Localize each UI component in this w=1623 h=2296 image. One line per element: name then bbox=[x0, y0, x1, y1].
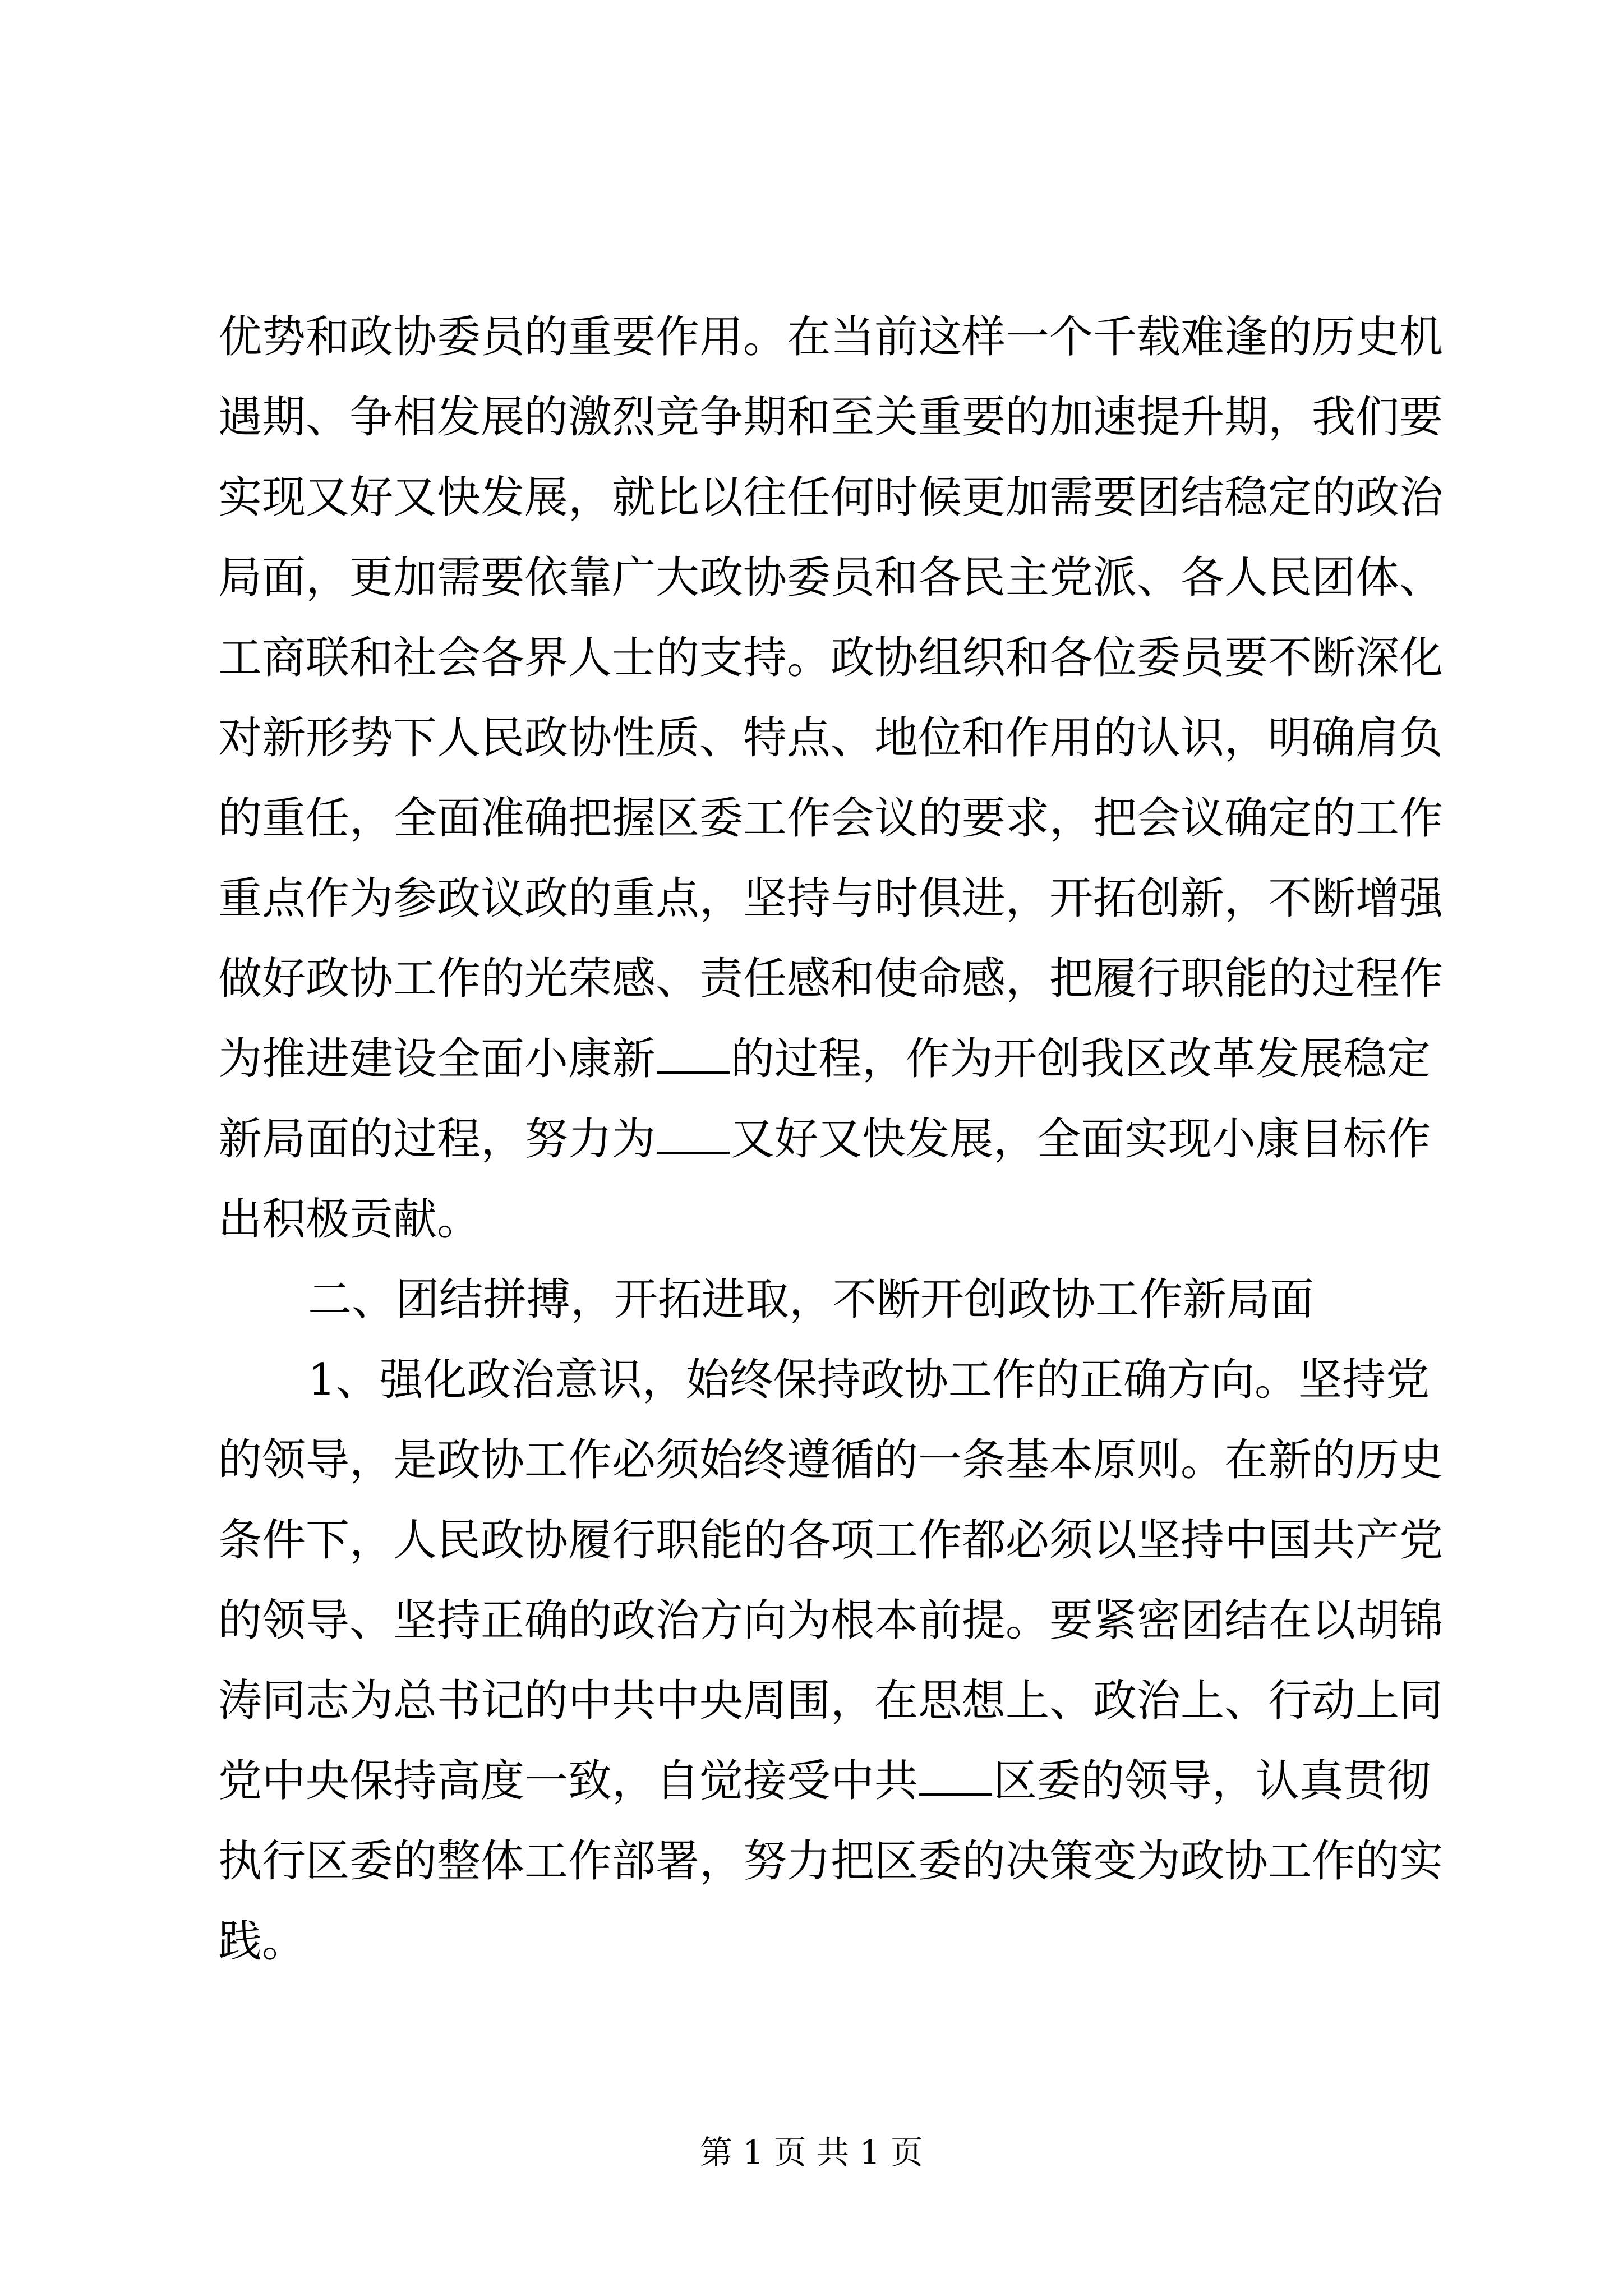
text-segment: 做好政协工作的光荣感、责任感和使命感，把履行职能的过程作 bbox=[218, 954, 1444, 1004]
text-line bbox=[218, 1501, 1444, 1581]
text-line bbox=[218, 859, 1444, 939]
text-segment: 党中央保持高度一致，自觉接受中共 bbox=[218, 1756, 919, 1806]
text-segment: 出积极贡献。 bbox=[218, 1194, 481, 1245]
text-line bbox=[218, 1581, 1444, 1661]
text-segment: 的领导，是政协工作必须始终遵循的一条基本原则。在新的历史 bbox=[218, 1435, 1444, 1485]
text-line bbox=[218, 378, 1444, 458]
text-segment: 遇期、争相发展的激烈竞争期和至关重要的加速提升期，我们要 bbox=[218, 392, 1444, 443]
fill-in-blank bbox=[657, 1115, 730, 1154]
text-segment: 为推进建设全面小康新 bbox=[218, 1034, 656, 1084]
text-line bbox=[218, 1661, 1444, 1741]
text-line bbox=[218, 1180, 1430, 1260]
text-segment: 实现又好又快发展，就比以往任何时候更加需要团结稳定的政治 bbox=[218, 472, 1444, 523]
text-segment: 涛同志为总书记的中共中央周围，在思想上、政治上、行动上同 bbox=[218, 1676, 1444, 1726]
page-footer bbox=[0, 2126, 1623, 2173]
text-segment: 区委的领导，认真贯彻 bbox=[993, 1756, 1431, 1806]
fill-in-blank bbox=[919, 1756, 992, 1796]
text-line bbox=[218, 538, 1444, 618]
text-segment: 执行区委的整体工作部署，努力把区委的决策变为政协工作的实 bbox=[218, 1836, 1444, 1887]
text-segment: 的过程，作为开创我区改革发展稳定 bbox=[731, 1034, 1431, 1084]
text-line bbox=[218, 1902, 1430, 1982]
text-segment: 的重任，全面准确把握区委工作会议的要求，把会议确定的工作 bbox=[218, 793, 1444, 844]
text-line bbox=[218, 1741, 1430, 1821]
text-line bbox=[218, 458, 1444, 538]
text-line bbox=[218, 618, 1444, 698]
section-heading bbox=[218, 1260, 1430, 1340]
text-segment: 工商联和社会各界人士的支持。政协组织和各位委员要不断深化 bbox=[218, 633, 1444, 683]
text-segment: 条件下，人民政协履行职能的各项工作都必须以坚持中国共产党 bbox=[218, 1515, 1444, 1566]
fill-in-blank bbox=[657, 1034, 730, 1074]
text-segment: 的领导、坚持正确的政治方向为根本前提。要紧密团结在以胡锦 bbox=[218, 1595, 1444, 1646]
text-line bbox=[218, 1099, 1430, 1180]
text-segment: 重点作为参政议政的重点，坚持与时俱进，开拓创新，不断增强 bbox=[218, 873, 1444, 924]
text-line bbox=[218, 1821, 1444, 1902]
text-segment: 1、强化政治意识，始终保持政协工作的正确方向。坚持党 bbox=[308, 1355, 1430, 1405]
document-body bbox=[218, 297, 1444, 1982]
text-segment: 践。 bbox=[218, 1916, 306, 1967]
text-line bbox=[218, 779, 1444, 859]
text-segment: 又好又快发展，全面实现小康目标作 bbox=[731, 1114, 1431, 1165]
text-line bbox=[218, 1019, 1430, 1099]
text-segment: 二、团结拼搏，开拓进取，不断开创政协工作新局面 bbox=[308, 1274, 1315, 1325]
text-line bbox=[218, 297, 1444, 378]
text-line bbox=[218, 939, 1444, 1019]
text-line bbox=[218, 1340, 1430, 1420]
text-line bbox=[218, 698, 1444, 779]
text-line bbox=[218, 1420, 1444, 1501]
page-number-label: 第 1 页 共 1 页 bbox=[700, 2133, 923, 2171]
text-segment: 新局面的过程，努力为 bbox=[218, 1114, 656, 1165]
text-segment: 优势和政协委员的重要作用。在当前这样一个千载难逢的历史机 bbox=[218, 312, 1444, 362]
text-segment: 对新形势下人民政协性质、特点、地位和作用的认识，明确肩负 bbox=[218, 713, 1444, 763]
text-segment: 局面，更加需要依靠广大政协委员和各民主党派、各人民团体、 bbox=[218, 553, 1444, 603]
